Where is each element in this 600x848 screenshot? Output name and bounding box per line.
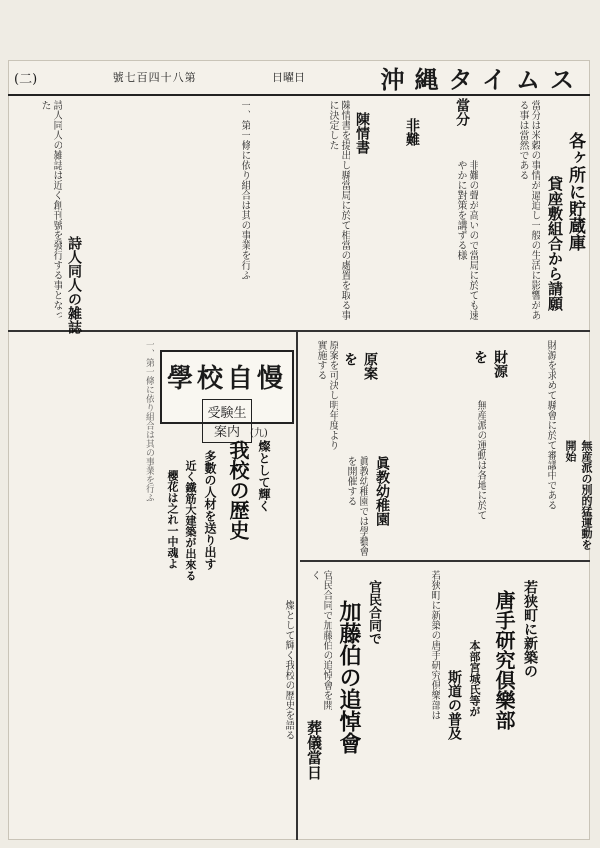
newspaper-title: 沖縄タイムス xyxy=(380,64,584,94)
headline-spirit: 櫻花は之れ一中魂よ xyxy=(166,470,179,569)
divider xyxy=(8,330,590,332)
headline-petition: 貸座敷組合から請願 xyxy=(546,176,564,311)
headline-zaigen: 財源を xyxy=(472,350,508,378)
divider xyxy=(300,560,590,562)
article-text: 若狭町に新築の唐手研究倶樂部は xyxy=(429,570,440,720)
issue-number: 號七百四十八第 xyxy=(112,71,197,84)
headline-kato-memorial: 加藤伯の追悼會 xyxy=(336,600,362,754)
headline-miyagi: 本部宮城氏等が xyxy=(468,640,481,717)
article-text: 當分は米穀の事情が逼迫し一般の生活に影響がある事は當然である xyxy=(517,100,540,320)
headline-wakasa: 若狭町に新築の xyxy=(522,580,538,678)
headline-genan: 原案を xyxy=(342,352,378,380)
page-number: (二) xyxy=(14,71,38,87)
weekday: 日曜日 xyxy=(272,71,306,84)
school-ad-box xyxy=(160,350,294,440)
article-text: 非難の聲が高いので當局に於ても速やかに對策を講ずる様 xyxy=(455,160,478,320)
ad-title: 學校自慢 xyxy=(166,364,287,394)
article-text: 眞教幼稚園では學藝會を開催する xyxy=(345,456,368,556)
article-text: 無産派の運動は各地に於て xyxy=(475,400,486,520)
headline-poets: 詩人同人の雑誌 xyxy=(66,236,82,334)
article-text: 一、第一條に依り組合は其の事業を行ふ xyxy=(144,340,154,502)
headline-shining: 燦として輝く xyxy=(257,440,271,512)
headline-talent: 多數の人材を送り出す xyxy=(203,450,217,570)
article-text: 原案を可決し明年度より實施する xyxy=(315,340,338,450)
headline-shinkyou: 眞教幼稚園 xyxy=(374,456,390,526)
headline-karate-club: 唐手研究倶樂部 xyxy=(492,590,516,730)
article-text: 財源を求めて縣會に於て審議中である xyxy=(545,340,556,510)
headline-musan: 無産派の別的猛運動を開始 xyxy=(564,440,593,550)
article-text: 官民合同で加藤伯の追悼會を開く xyxy=(309,570,332,710)
headline-storage: 各ヶ所に貯蔵庫 xyxy=(565,132,585,251)
article-text: 陳情書を提出し縣當局に於て相當の處置を取る事に決定した xyxy=(327,100,350,320)
headline-chinjo: 陳情書 xyxy=(354,112,370,154)
article-text: 燦として輝く我校の歴史を語る xyxy=(283,600,294,740)
divider xyxy=(296,332,298,840)
ad-subtitle: 受験生案内 xyxy=(202,399,252,443)
headline-history: 我校の歴史 xyxy=(226,440,250,540)
article-text: 詩人同人の雑誌は近く創刊號を發行する事となった xyxy=(39,100,62,320)
headline-hinan: 非難 xyxy=(404,118,420,146)
headline-joint: 官民合同で xyxy=(366,580,381,645)
masthead xyxy=(8,60,590,96)
headline-spread: 斯道の普及 xyxy=(446,670,462,740)
headline-funeral: 葬儀當日 xyxy=(305,720,323,780)
headline-building: 近く鐵筋大建築が出來る xyxy=(184,460,197,581)
headline-touban: 當分 xyxy=(454,98,470,126)
article-text: 一、第一條に依り組合は其の事業を行ふ xyxy=(239,100,250,280)
ad-number: (九) xyxy=(250,428,268,439)
